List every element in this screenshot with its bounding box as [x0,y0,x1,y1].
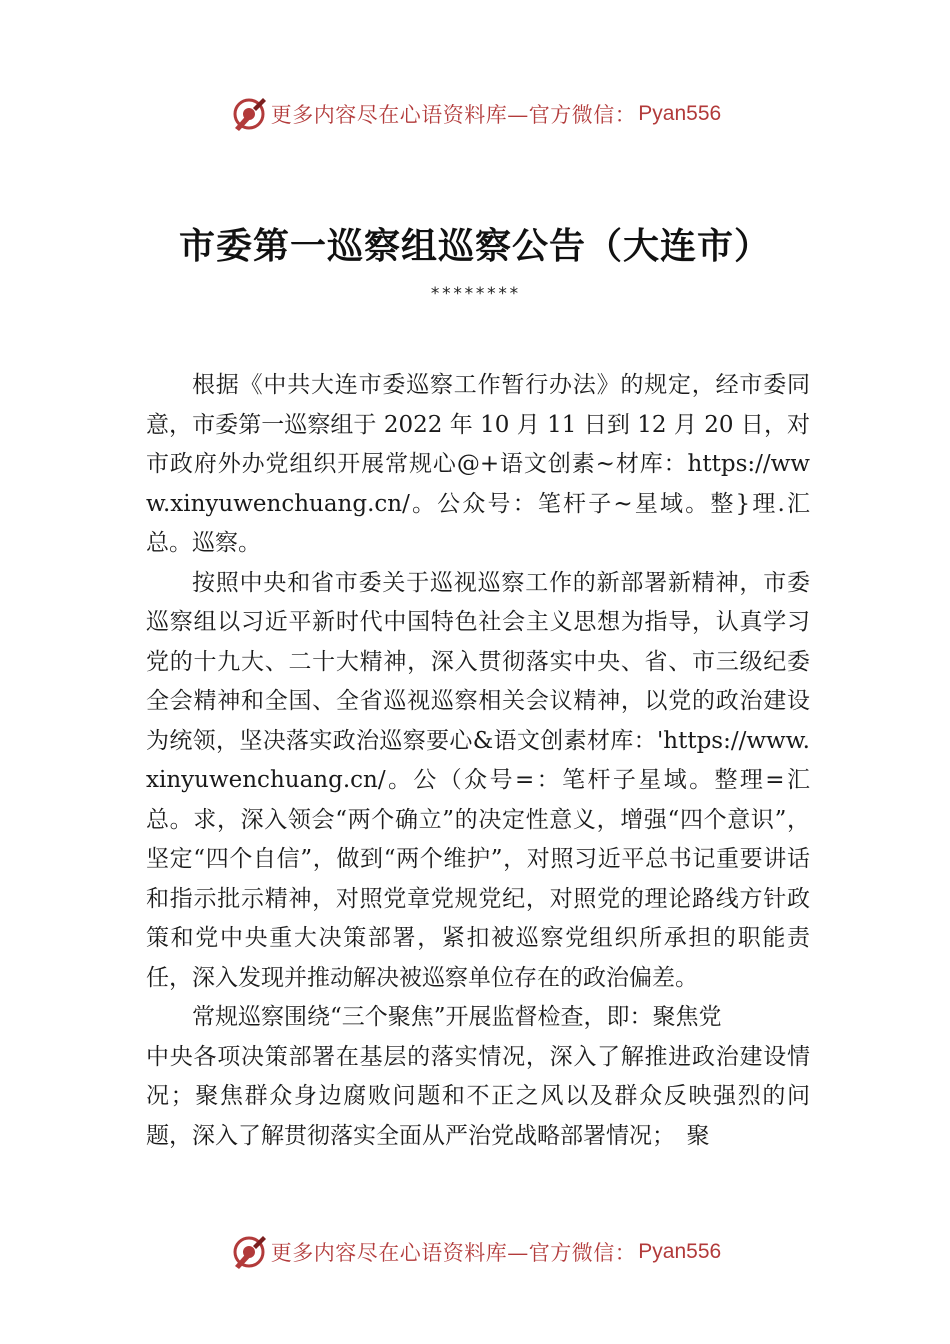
pen-logo-icon [229,94,269,134]
paragraph-1: 根据《中共大连市委巡察工作暂行办法》的规定，经市委同意，市委第一巡察组于 2022 年 10 月 11 日到 12 月 20 日，对市政府外办党组织开展常规心@+语文创素~材库：https://www.xinyuwenchuang.cn/。公众号：笔杆子~星域。整}理.汇总。巡察。 [146,372,810,556]
paragraph-3-continued: 中央各项决策部署在基层的落实情况，深入了解推进政治建设情况；聚焦群众身边腐败问题和不正之风以及群众反映强烈的问题，深入了解贯彻落实全面从严治党战略部署情况； 聚 [146,1043,810,1149]
watermark-id: Pyan556 [638,102,722,125]
paragraph-2: 按照中央和省市委关于巡视巡察工作的新部署新精神，市委巡察组以习近平新时代中国特色社会主义思想为指导，认真学习党的十九大、二十大精神，深入贯彻落实中央、省、市三级纪委全会精神和全国、全省巡视巡察相关会议精神，以党的政治建设为统领，坚决落实政治巡察要心&语文创素材库：'https://www.xinyuwenchuang.cn/。公（众号=：笔杆子星域。整理=汇总。求，深入领会“两个确立”的决定性意义，增强“四个意识”，坚定“四个自信”，做到“两个维护”，对照习近平总书记重要讲话和指示批示精神，对照党章党规党纪，对照党的理论路线方针政策和党中央重大决策部署，紧扣被巡察党组织所承担的职能责任，深入发现并推动解决被巡察单位存在的政治偏差。 [146,569,810,991]
watermark-banner-bottom [0,1230,950,1274]
watermark-id: Pyan556 [638,1240,722,1263]
pen-logo-icon [229,1232,269,1272]
watermark-text: 更多内容尽在心语资料库—官方微信： [270,103,637,127]
paragraph-3: 常规巡察围绕“三个聚焦”开展监督检查，即：聚焦党 [192,1004,722,1030]
watermark-banner-top [0,92,950,136]
title-separator: ******** [430,284,520,304]
watermark-text: 更多内容尽在心语资料库—官方微信： [270,1241,637,1265]
document-body [146,366,810,1156]
document-title: 市委第一巡察组巡察公告（大连市） [178,225,771,267]
